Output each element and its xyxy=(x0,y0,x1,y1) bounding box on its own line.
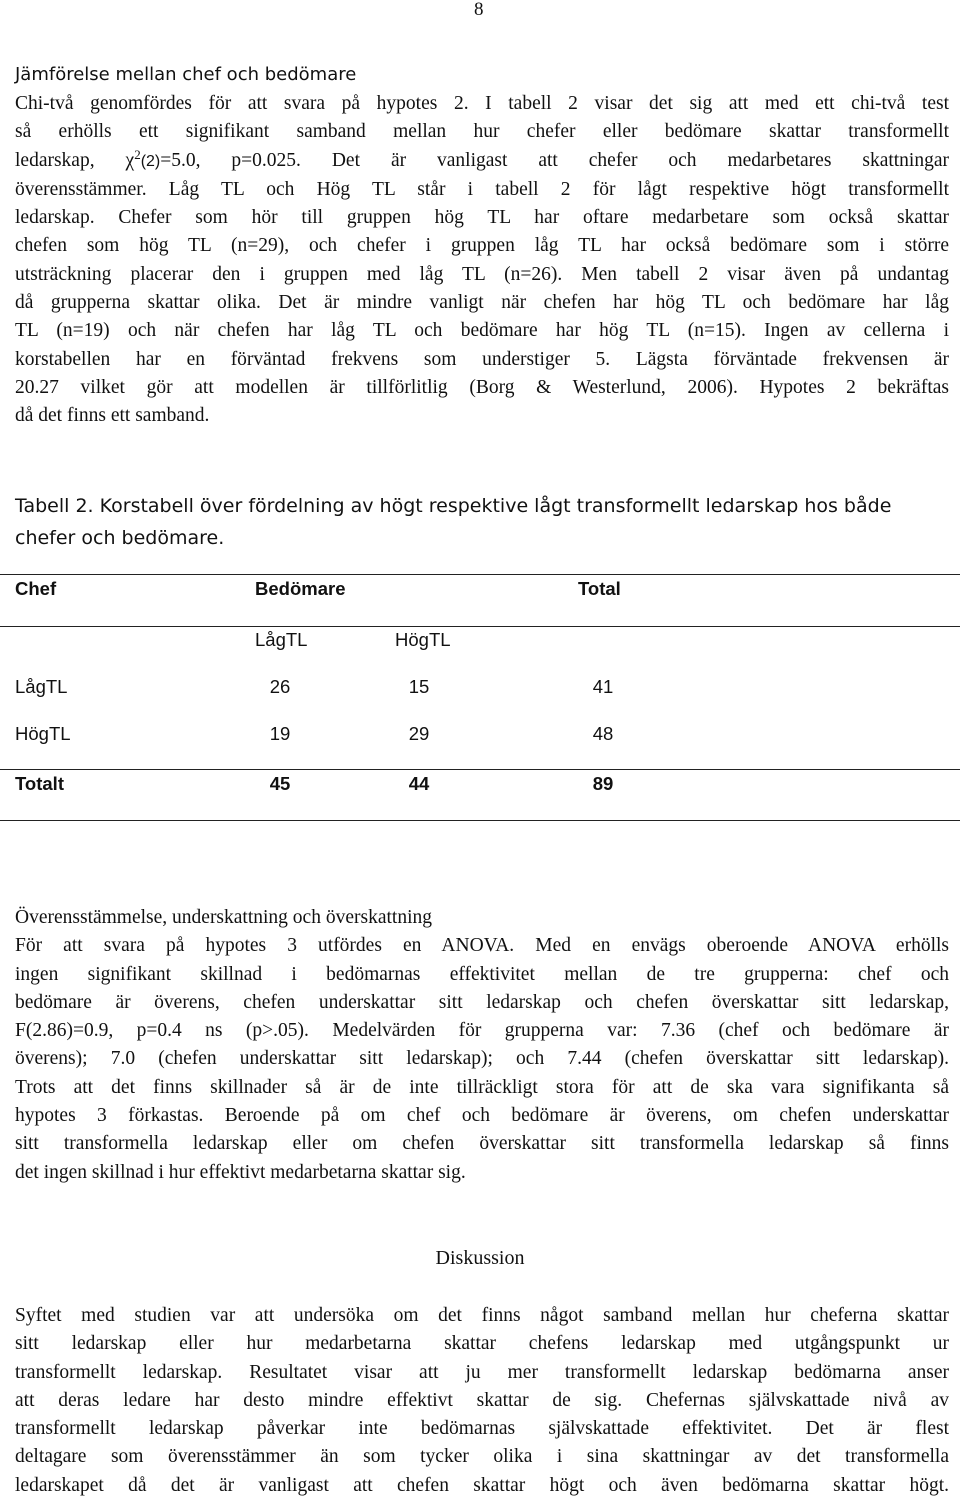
paragraph-line: chefen som hög TL (n=29), och chefer i gruppen låg TL har också bedömare som i större xyxy=(15,235,949,257)
cell-totals-low: 45 xyxy=(269,773,291,794)
paragraph-line: 20.27 vilket gör att modellen är tillförlitlig (Borg & Westerlund, 2006). Hypotes 2 bekräftas xyxy=(15,376,949,398)
cell-low-high: 15 xyxy=(408,676,430,697)
paragraph-line-chi xyxy=(15,147,949,176)
chi-superscript: 2 xyxy=(134,146,141,162)
paragraph-line: utsträckning placerar den i gruppen med låg TL (n=26). Men tabell 2 visar även på undantag xyxy=(15,263,949,285)
paragraph-line: deltagare som överensstämmer än som tycker olika i sina skattningar av det transformella xyxy=(15,1446,949,1468)
cell-totals-high: 44 xyxy=(408,773,430,794)
paragraph-line: korstabellen har en förväntad frekvens som understiger 5. Lägsta förväntade frekvensen är xyxy=(15,348,949,370)
cell-totals-total: 89 xyxy=(592,773,614,794)
paragraph-line: att deras ledare har desto mindre effektivt skattar de sig. Chefernas självskattade nivå av xyxy=(15,1389,949,1411)
cell-low-low: 26 xyxy=(269,676,291,697)
paragraph-line: F(2.86)=0.9, p=0.4 ns (p>.05). Medelvärden för grupperna var: 7.36 (chef och bedömare är xyxy=(15,1020,949,1042)
paragraph-line: hypotes 3 förkastas. Beroende på om chef och bedömare är överens, om chefen underskattar xyxy=(15,1105,949,1127)
chi-df: (2) xyxy=(140,152,161,170)
chi-result: =5.0, p=0.025. Det är vanligast att chefer och medarbetares skattningar xyxy=(160,149,949,171)
subheader-low: LågTL xyxy=(255,629,308,650)
cell-high-high: 29 xyxy=(408,723,430,744)
table-caption xyxy=(15,490,949,554)
header-total: Total xyxy=(578,578,621,599)
paragraph-line: Chi-två genomfördes för att svara på hypotes 2. I tabell 2 visar det sig att med ett chi-två test xyxy=(15,93,949,114)
paragraph-line: sitt ledarskap eller hur medarbetarna skattar chefens ledarskap med utgångspunkt ur xyxy=(15,1333,949,1355)
table-top-rule xyxy=(0,574,960,575)
paragraph-line: då grupperna skattar olika. Det är mindre vanligt när chefen har hög TL och bedömare har låg xyxy=(15,292,949,314)
paragraph-line: Trots att det finns skillnader så är de inte tillräckligt stora för att de ska vara signifikanta så xyxy=(15,1076,949,1098)
table-caption-line: chefer och bedömare. xyxy=(15,527,225,549)
section-comparison xyxy=(15,62,949,431)
paragraph-line: överens); 7.0 (chefen underskattar sitt ledarskap); och 7.44 (chefen överskattar sitt ledarskap). xyxy=(15,1048,949,1070)
section-heading: Överensstämmelse, underskattning och överskattning xyxy=(15,907,432,928)
paragraph-line: då det finns ett samband. xyxy=(15,405,210,427)
paragraph-line: transformellt ledarskap. Resultatet visar att ju mer transformellt ledarskap bedömarna anser xyxy=(15,1361,949,1383)
paragraph-line: överensstämmer. Låg TL och Hög TL står i tabell 2 för lågt respektive högt transformellt xyxy=(15,178,949,200)
row-label-totals: Totalt xyxy=(15,773,64,794)
header-bedomare: Bedömare xyxy=(255,578,346,599)
cell-high-low: 19 xyxy=(269,723,291,744)
section-heading: Jämförelse mellan chef och bedömare xyxy=(15,64,357,85)
paragraph-line: bedömare är överens, chefen underskattar sitt ledarskap och chefen överskattar sitt ledarskap, xyxy=(15,991,949,1013)
cell-low-total: 41 xyxy=(592,676,614,697)
page-number: 8 xyxy=(474,0,484,20)
row-label-low: LågTL xyxy=(15,676,68,697)
paragraph-line: det ingen skillnad i hur effektivt medarbetarna skattar sig. xyxy=(15,1161,466,1183)
table-header-rule xyxy=(0,626,960,627)
paragraph-line: ingen signifikant skillnad i bedömarnas effektivitet mellan de tre grupperna: chef och xyxy=(15,963,949,985)
section-agreement xyxy=(15,904,949,1187)
table-totals-rule xyxy=(0,769,960,770)
paragraph-line: Syftet med studien var att undersöka om det finns något samband mellan hur cheferna skattar xyxy=(15,1305,949,1326)
header-chef: Chef xyxy=(15,578,57,599)
paragraph-line: transformellt ledarskap påverkar inte bedömarnas självskattade effektivitet. Det är flest xyxy=(15,1418,949,1440)
row-label-high: HögTL xyxy=(15,723,71,744)
cell-high-total: 48 xyxy=(592,723,614,744)
table-caption-line: Tabell 2. Korstabell över fördelning av högt respektive lågt transformellt ledarskap hos både xyxy=(15,495,892,517)
paragraph-line: sitt transformella ledarskap eller om chefen överskattar sitt transformella ledarskap så finns xyxy=(15,1133,949,1155)
paragraph-line: ledarskapet då det är vanligast att chefen skattar högt och även bedömarna skattar högt. xyxy=(15,1474,949,1496)
table-bottom-rule xyxy=(0,820,960,821)
paragraph-line: så erhölls ett signifikant samband mellan hur chefer eller bedömare skattar transformellt xyxy=(15,121,949,143)
paragraph-line: TL (n=19) och när chefen har låg TL och bedömare har hög TL (n=15). Ingen av cellerna i xyxy=(15,320,949,342)
paragraph-line: ledarskap. Chefer som hör till gruppen hög TL har oftare medarbetare som också skattar xyxy=(15,207,949,229)
paragraph-line: För att svara på hypotes 3 utfördes en ANOVA. Med en envägs oberoende ANOVA erhölls xyxy=(15,935,949,957)
section-discussion xyxy=(15,1302,949,1500)
section-heading-discussion: Diskussion xyxy=(435,1247,525,1269)
chi-label: ledarskap, χ xyxy=(15,149,135,171)
subheader-high: HögTL xyxy=(395,629,451,650)
